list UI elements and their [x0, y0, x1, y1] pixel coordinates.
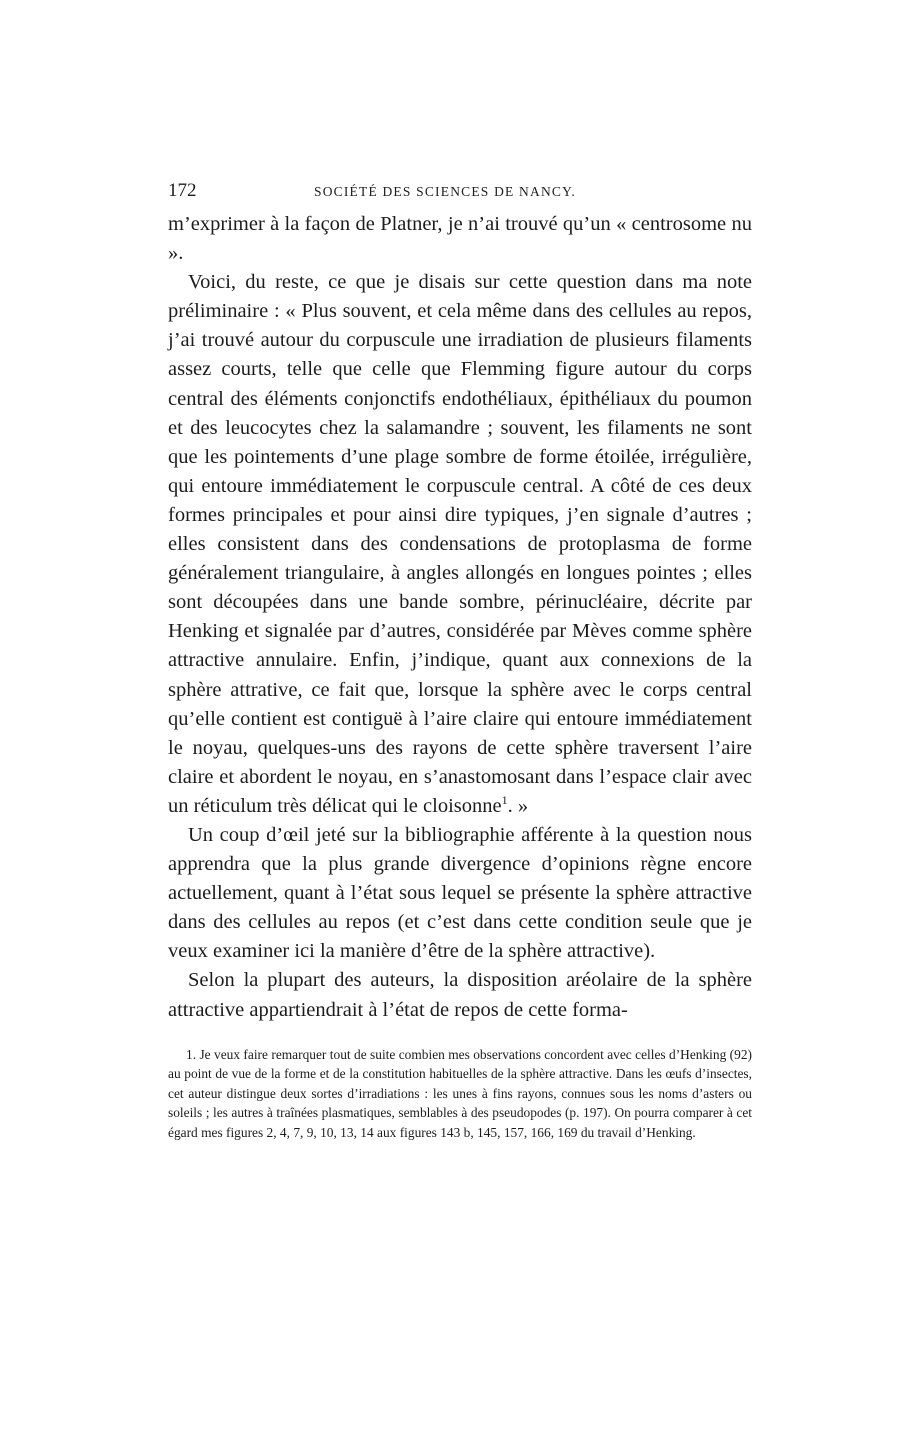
footnote-1: 1. Je veux faire remarquer tout de suite combien mes observations concordent avec celles d’Henking (92) au point de vue de la forme et de la constitution habituelles de la sphère attractive. Dans les œufs d’insectes, cet auteur distingue deux sortes d’irradiations : les unes à fins rayons, connues sous les noms d’asters ou soleils ; les autres à traînées plasmatiques, semblables à des pseudopodes (p. 197). On pourra comparer à cet égard mes figures 2, 4, 7, 9, 10, 13, 14 aux figures 143 b, 145, 157, 166, 169 du travail d’Henking.	[168, 1046, 752, 1140]
footnote-reference: 1	[501, 793, 508, 808]
page-header	[168, 180, 752, 206]
page-number: 172	[168, 180, 197, 201]
footnotes	[168, 1045, 752, 1143]
page	[168, 180, 752, 1143]
body-text	[168, 210, 752, 1025]
paragraph-1: m’exprimer à la façon de Platner, je n’ai trouvé qu’un « centrosome nu ».	[168, 213, 752, 265]
paragraph-2-text: Voici, du reste, ce que je disais sur cette question dans ma note préliminaire : « Plus souvent, et cela même dans des cellules au repos, j’ai trouvé autour du corpuscule une irradiation de plusieurs filaments assez courts, telle que celle que Flemming figure autour du corps central des éléments conjonctifs endothéliaux, épithéliaux du poumon et des leucocytes chez la salamandre ; souvent, les filaments ne sont que les pointements d’une plage sombre de forme étoilée, irrégulière, qui entoure immédiatement le corpuscule central. A côté de ces deux formes principales et pour ainsi dire typiques, j’en signale d’autres ; elles consistent dans des condensations de protoplasma de forme généralement triangulaire, à angles allongés en longues pointes ; elles sont découpées dans une bande sombre, périnucléaire, décrite par Henking et signalée par d’autres, considérée par Mèves comme sphère attractive annulaire. Enfin, j’indique, quant aux connexions de la sphère attrative, ce fait que, lorsque la sphère avec le corps central qu’elle contient est contiguë à l’aire claire qui entoure immédiatement le noyau, quelques-uns des rayons de cette sphère traversent l’aire claire et abordent le noyau, en s’anastomosant dans l’espace clair avec un réticulum très délicat qui le cloisonne	[168, 271, 752, 817]
paragraph-2	[168, 268, 752, 821]
paragraph-4: Selon la plupart des auteurs, la disposition aréolaire de la sphère attractive appartiendrait à l’état de repos de cette forma-	[168, 969, 752, 1021]
running-title: SOCIÉTÉ DES SCIENCES DE NANCY.	[314, 184, 576, 199]
paragraph-2-closing: . »	[507, 794, 529, 817]
paragraph-3: Un coup d’œil jeté sur la bibliographie afférente à la question nous apprendra que la plus grande divergence d’opinions règne encore actuellement, quant à l’état sous lequel se présente la sphère attractive dans des cellules au repos (et c’est dans cette condition seule que je veux examiner ici la manière d’être de la sphère attractive).	[168, 823, 752, 963]
